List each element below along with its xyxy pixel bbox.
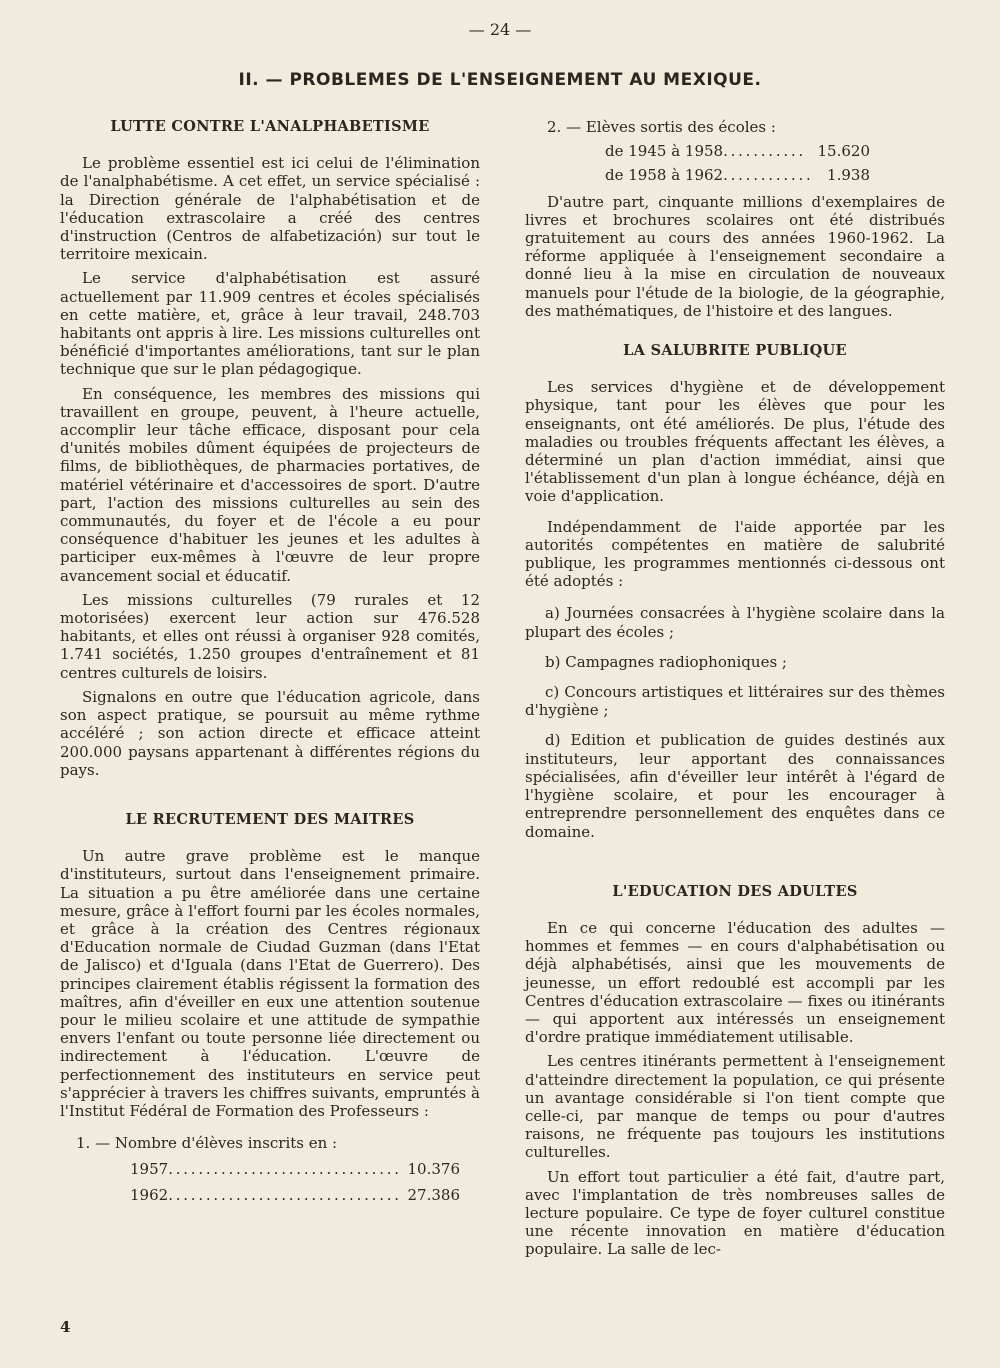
paragraph: Un effort tout particulier a été fait, d'autre part, avec l'implantation de très nombreuses salles de lecture populaire. Ce type de foyer culturel constitue une récente innovation en matière d'éducation populaire. La salle de lec- [525, 1167, 945, 1259]
row-value: 15.620 [817, 142, 870, 161]
list-row [605, 142, 870, 160]
row-label: 1962 [130, 1185, 169, 1204]
paragraph: Les centres itinérants permettent à l'enseignement d'atteindre directement la population, ce qui présente un avantage considérable si l'on tient compte que celle-ci, par manque de temps ou pour d'autres raisons, ne fréquente pas toujours les institutions culturelles. [525, 1052, 945, 1162]
row-label: de 1958 à 1962 [605, 166, 724, 185]
right-column [525, 118, 945, 1265]
list-row [130, 1186, 460, 1204]
paragraph: En conséquence, les membres des missions qui travaillent en groupe, peuvent, à l'heure actuelle, accomplir leur tâche efficace, disposant pour cela d'unités mobiles dûment équipées de projecteurs de films, de bibliothèques, de pharmacies portatives, de matériel vétérinaire et d'accessoires de sport. D'autre part, l'action des missions culturelles au sein des communautés, du foyer et de l'école a eu pour conséquence d'habituer les jeunes et les adultes à participer eux-mêmes à l'œuvre de leur propre avancement social et éducatif. [60, 384, 480, 585]
list-item: a) Journées consacrées à l'hygiène scolaire dans la plupart des écoles ; [525, 604, 945, 641]
list-row [130, 1160, 460, 1178]
row-label: 1957 [130, 1160, 169, 1179]
row-label: de 1945 à 1958 [605, 142, 724, 161]
list-row [605, 166, 870, 184]
footer-page-number: 4 [60, 1318, 71, 1336]
paragraph: Les missions culturelles (79 rurales et 12 motorisées) exercent leur action sur 476.528 habitants, et elles ont réussi à organiser 928 comités, 1.741 sociétés, 1.250 groupes d'entraînement et 81 centres culturels de loisirs. [60, 590, 480, 682]
list-item: c) Concours artistiques et littéraires sur des thèmes d'hygiène ; [525, 683, 945, 720]
section-title-education-adultes: L'EDUCATION DES ADULTES [612, 882, 858, 900]
paragraph: Un autre grave problème est le manque d'instituteurs, surtout dans l'enseignement primaire. La situation a pu être améliorée dans une certaine mesure, grâce à l'effort fourni par les écoles normales, et grâce à la création des Centres régionaux d'Education normale de Ciudad Guzman (dans l'Etat de Jalisco) et d'Iguala (dans l'Etat de Guerrero). Des principes clairement établis régissent la formation des maîtres, afin d'éveiller en eux une attention soutenue pour le milieu scolaire et une attitude de sympathie envers l'enfant ou toute personne liée directement ou indirectement à l'éducation. L'œuvre de perfectionnement des instituteurs en service peut s'apprécier à travers les chiffres suivants, empruntés à l'Institut Fédéral de Formation des Professeurs : [60, 847, 480, 1120]
list-item: b) Campagnes radiophoniques ; [545, 652, 787, 671]
paragraph: Signalons en outre que l'éducation agricole, dans son aspect pratique, se poursuit au même rythme accéléré ; son action directe et efficace atteint 200.000 paysans appartenant à différentes régions du pays. [60, 687, 480, 779]
left-column [60, 118, 480, 1211]
paragraph: Le problème essentiel est ici celui de l'élimination de l'analphabétisme. A cet effet, un service spécialisé : la Direction générale de l'alphabétisation et de l'éducation extrascolaire a créé des centres d'instruction (Centros de alfabetización) sur tout le territoire mexicain. [60, 154, 480, 264]
paragraph: Le service d'alphabétisation est assuré actuellement par 11.909 centres et écoles spécialisés en cette matière, et, grâce à leur travail, 248.703 habitants ont appris à lire. Les missions culturelles ont bénéficié d'importantes améliorations, tant sur le plan technique que sur le plan pédagogique. [60, 269, 480, 379]
list-heading: 2. — Elèves sortis des écoles : [547, 118, 776, 136]
section-title-analphabetisme: LUTTE CONTRE L'ANALPHABETISME [110, 118, 430, 135]
paragraph: Indépendamment de l'aide apportée par les autorités compétentes en matière de salubrité publique, les programmes mentionnés ci-dessous ont été adoptés : [525, 517, 945, 591]
row-value: 27.386 [407, 1185, 460, 1204]
paragraph: Les services d'hygiène et de développement physique, tant pour les élèves que pour les enseignants, ont été améliorés. De plus, l'étude des maladies ou troubles fréquents affectant les élèves, a déterminé un plan d'action immédiat, ainsi que l'établissement d'un plan à longue échéance, déjà en voie d'application. [525, 378, 945, 506]
paragraph: D'autre part, cinquante millions d'exemplaires de livres et brochures scolaires ont été distribués gratuitement au cours des années 1960-1962. La réforme appliquée à l'enseignement secondaire a donné lieu à la mise en circulation de nouveaux manuels pour l'étude de la biologie, de la géographie, des mathématiques, de l'histoire et des langues. [525, 192, 945, 320]
paragraph: En ce qui concerne l'éducation des adultes — hommes et femmes — en cours d'alphabétisation ou déjà alphabétisés, ainsi que les mouvements de jeunesse, un effort redoublé est accompli par les Centres d'éducation extrascolaire — fixes ou itinérants — qui apportent aux intéressés un enseignement d'ordre pratique immédiatement utilisable. [525, 918, 945, 1047]
list-item: d) Edition et publication de guides destinés aux instituteurs, leur apportant des connaissances spécialisées, afin d'éveiller leur intérêt à l'égard de l'hygiène scolaire, et pour les encourager à entreprendre personnellement des enquêtes dans ce domaine. [525, 731, 945, 841]
list-heading: 1. — Nombre d'élèves inscrits en : [76, 1134, 338, 1153]
row-value: 10.376 [407, 1160, 460, 1179]
section-title-salubrite: LA SALUBRITE PUBLIQUE [623, 342, 847, 360]
row-value: 1.938 [827, 166, 870, 185]
chapter-title: II. — PROBLEMES DE L'ENSEIGNEMENT AU MEXIQUE. [238, 70, 762, 90]
section-title-recrutement: LE RECRUTEMENT DES MAITRES [125, 810, 415, 828]
page-number: — 24 — [468, 20, 532, 39]
